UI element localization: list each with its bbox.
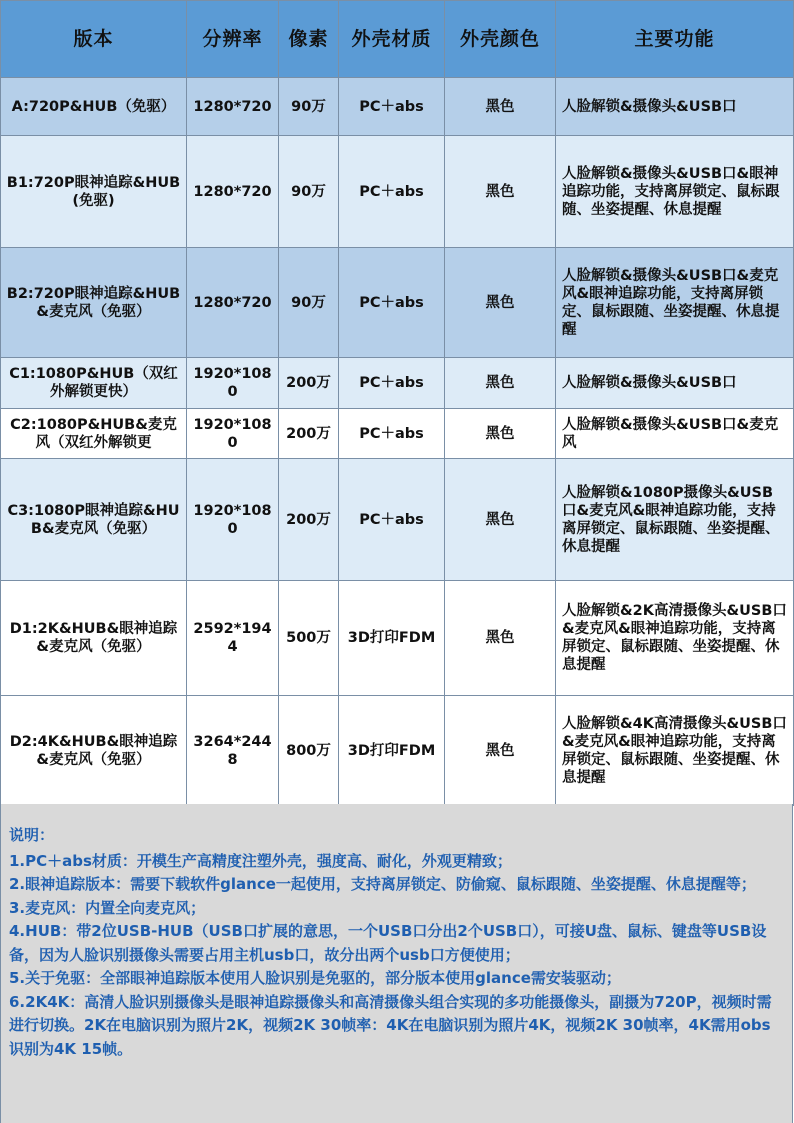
notes-section xyxy=(0,804,793,1123)
color-cell: 黑色 xyxy=(445,78,556,136)
resolution-cell: 1280*720 xyxy=(187,248,279,358)
table-row xyxy=(1,581,794,696)
version-cell: D1:2K&HUB&眼神追踪&麦克风（免驱） xyxy=(1,581,187,696)
color-cell: 黑色 xyxy=(445,581,556,696)
header-resolution: 分辨率 xyxy=(187,1,279,78)
table-header-row xyxy=(1,1,794,78)
color-cell: 黑色 xyxy=(445,409,556,459)
note-item: 3.麦克风：内置全向麦克风； xyxy=(9,898,206,917)
version-cell: B2:720P眼神追踪&HUB&麦克风（免驱） xyxy=(1,248,187,358)
material-cell: PC＋abs xyxy=(339,409,445,459)
pixels-cell: 200万 xyxy=(279,409,339,459)
pixels-cell: 90万 xyxy=(279,136,339,248)
features-cell: 人脸解锁&摄像头&USB口&麦克风&眼神追踪功能，支持离屏锁定、鼠标跟随、坐姿提醒、休息提醒 xyxy=(556,248,794,358)
note-item: 2.眼神追踪版本：需要下载软件glance一起使用，支持离屏锁定、防偷窥、鼠标跟随、坐姿提醒、休息提醒等； xyxy=(9,875,756,893)
header-version: 版本 xyxy=(1,1,187,78)
color-cell: 黑色 xyxy=(445,136,556,248)
version-cell: D2:4K&HUB&眼神追踪&麦克风（免驱） xyxy=(1,696,187,806)
material-cell: PC＋abs xyxy=(339,78,445,136)
material-cell: 3D打印FDM xyxy=(339,581,445,696)
material-cell: PC＋abs xyxy=(339,459,445,581)
pixels-cell: 200万 xyxy=(279,459,339,581)
resolution-cell: 3264*2448 xyxy=(187,696,279,806)
note-item: 1.PC＋abs材质：开模生产高精度注塑外壳，强度高、耐化，外观更精致； xyxy=(9,851,512,870)
note-item: 6.2K4K：高清人脸识别摄像头是眼神追踪摄像头和高清摄像头组合实现的多功能摄像头，副摄为720P，视频时需进行切换。2K在电脑识别为照片2K，视频2K 30帧率：4K在电脑识别为照片4K，视频2K 30帧率，4K需用obs识别为4K 15帧。 xyxy=(9,992,772,1058)
resolution-cell: 1920*1080 xyxy=(187,409,279,459)
table-row xyxy=(1,136,794,248)
features-cell: 人脸解锁&4K高清摄像头&USB口&麦克风&眼神追踪功能，支持离屏锁定、鼠标跟随、坐姿提醒、休息提醒 xyxy=(556,696,794,806)
version-cell: C2:1080P&HUB&麦克风（双红外解锁更 xyxy=(1,409,187,459)
pixels-cell: 500万 xyxy=(279,581,339,696)
color-cell: 黑色 xyxy=(445,459,556,581)
pixels-cell: 90万 xyxy=(279,78,339,136)
material-cell: 3D打印FDM xyxy=(339,696,445,806)
table-row xyxy=(1,696,794,806)
header-pixels: 像素 xyxy=(279,1,339,78)
material-cell: PC＋abs xyxy=(339,136,445,248)
features-cell: 人脸解锁&摄像头&USB口 xyxy=(556,358,794,409)
material-cell: PC＋abs xyxy=(339,248,445,358)
notes-title: 说明： xyxy=(9,826,55,844)
note-item: 5.关于免驱：全部眼神追踪版本使用人脸识别是免驱的，部分版本使用glance需安装驱动； xyxy=(9,969,621,987)
pixels-cell: 200万 xyxy=(279,358,339,409)
color-cell: 黑色 xyxy=(445,696,556,806)
resolution-cell: 1920*1080 xyxy=(187,358,279,409)
pixels-cell: 90万 xyxy=(279,248,339,358)
table-row xyxy=(1,248,794,358)
resolution-cell: 1920*1080 xyxy=(187,459,279,581)
version-cell: C3:1080P眼神追踪&HUB&麦克风（免驱） xyxy=(1,459,187,581)
features-cell: 人脸解锁&1080P摄像头&USB口&麦克风&眼神追踪功能，支持离屏锁定、鼠标跟随、坐姿提醒、休息提醒 xyxy=(556,459,794,581)
features-cell: 人脸解锁&摄像头&USB口&眼神追踪功能，支持离屏锁定、鼠标跟随、坐姿提醒、休息提醒 xyxy=(556,136,794,248)
table-body xyxy=(1,78,794,806)
header-features: 主要功能 xyxy=(556,1,794,78)
color-cell: 黑色 xyxy=(445,358,556,409)
material-cell: PC＋abs xyxy=(339,358,445,409)
resolution-cell: 1280*720 xyxy=(187,136,279,248)
table-row xyxy=(1,409,794,459)
color-cell: 黑色 xyxy=(445,248,556,358)
table-row xyxy=(1,358,794,409)
version-cell: A:720P&HUB（免驱） xyxy=(1,78,187,136)
resolution-cell: 1280*720 xyxy=(187,78,279,136)
note-item: 4.HUB：带2位USB-HUB（USB口扩展的意思，一个USB口分出2个USB口），可接U盘、鼠标、键盘等USB设备，因为人脸识别摄像头需要占用主机usb口，故分出两个usb口方便使用； xyxy=(9,922,767,964)
features-cell: 人脸解锁&2K高清摄像头&USB口&麦克风&眼神追踪功能，支持离屏锁定、鼠标跟随、坐姿提醒、休息提醒 xyxy=(556,581,794,696)
features-cell: 人脸解锁&摄像头&USB口&麦克风 xyxy=(556,409,794,459)
resolution-cell: 2592*1944 xyxy=(187,581,279,696)
table-row xyxy=(1,459,794,581)
pixels-cell: 800万 xyxy=(279,696,339,806)
version-cell: B1:720P眼神追踪&HUB(免驱) xyxy=(1,136,187,248)
features-cell: 人脸解锁&摄像头&USB口 xyxy=(556,78,794,136)
table-row xyxy=(1,78,794,136)
version-cell: C1:1080P&HUB（双红外解锁更快） xyxy=(1,358,187,409)
header-material: 外壳材质 xyxy=(339,1,445,78)
header-color: 外壳颜色 xyxy=(445,1,556,78)
